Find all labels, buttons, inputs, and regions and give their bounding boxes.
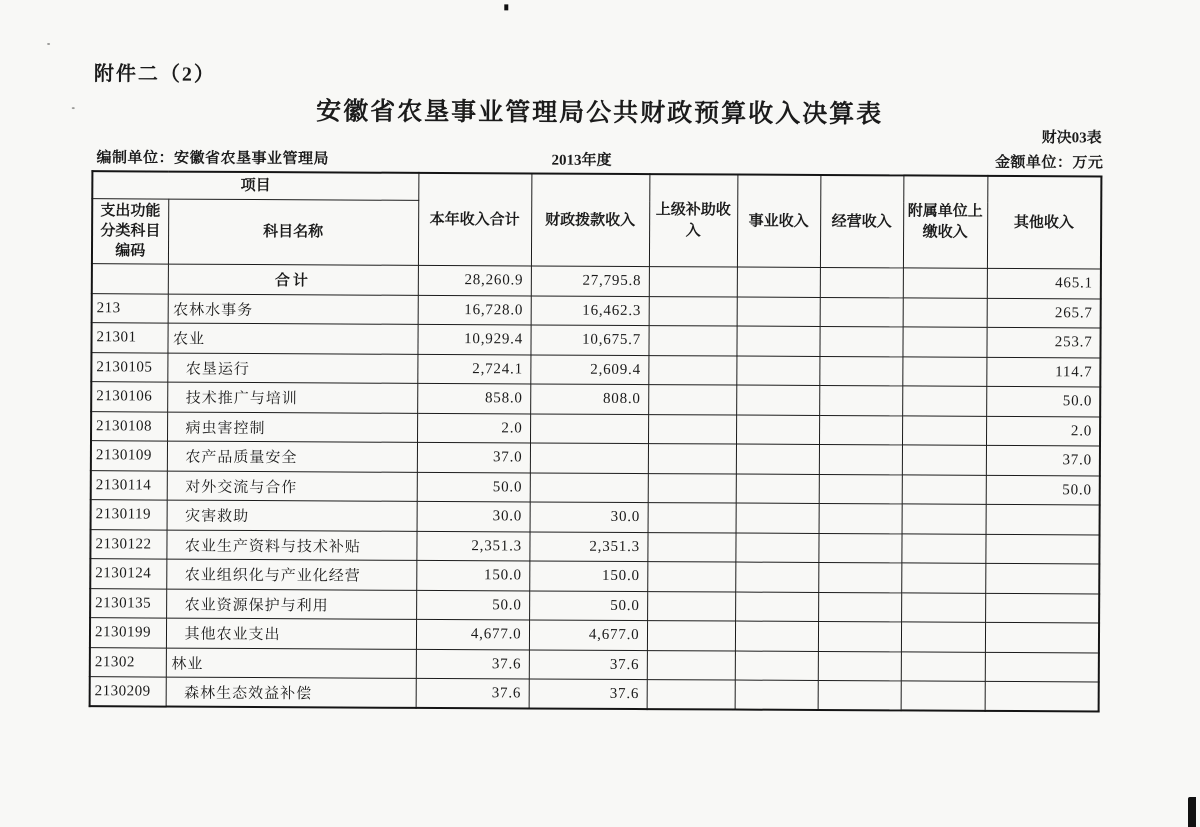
row-value-cell: 2.0 (986, 416, 1100, 446)
row-function-code: 2130105 (91, 352, 167, 382)
row-value-cell (736, 385, 819, 415)
row-value-cell (735, 592, 818, 622)
row-value-cell (820, 297, 903, 327)
row-value-cell (737, 297, 820, 327)
row-value-cell (647, 591, 735, 621)
row-value-cell: 4,677.0 (416, 620, 529, 650)
row-subject-name: 病虫害控制 (167, 412, 417, 443)
row-value-cell (530, 443, 648, 473)
row-value-cell (901, 593, 985, 623)
row-value-cell: 2,351.3 (529, 532, 647, 562)
row-value-cell (903, 268, 987, 298)
row-value-cell (648, 326, 736, 356)
row-value-cell (820, 268, 903, 298)
row-value-cell (819, 415, 902, 445)
row-subject-name: 农业组织化与产业化经营 (166, 559, 416, 590)
row-value-cell (901, 563, 985, 593)
scan-mark-bottom-right (1188, 797, 1196, 827)
row-value-cell (901, 534, 985, 564)
row-value-cell (647, 532, 735, 562)
row-value-cell (736, 356, 819, 386)
row-function-code: 21302 (90, 647, 166, 677)
header-total-income: 本年收入合计 (418, 173, 531, 266)
row-function-code: 2130124 (90, 559, 166, 589)
row-value-cell (736, 503, 819, 533)
row-value-cell (735, 533, 818, 563)
row-value-cell (818, 563, 901, 593)
row-value-cell (818, 592, 901, 622)
row-value-cell (649, 296, 737, 326)
row-value-cell: 465.1 (987, 269, 1101, 299)
row-value-cell: 37.6 (416, 679, 529, 709)
row-value-cell: 265.7 (987, 298, 1101, 328)
row-value-cell: 37.6 (416, 649, 529, 679)
row-value-cell (819, 327, 902, 357)
row-value-cell: 10,929.4 (417, 325, 530, 355)
row-subject-name: 其他农业支出 (166, 618, 416, 649)
row-value-cell (985, 623, 1099, 653)
row-value-cell (648, 414, 736, 444)
page-title: 安徽省农垦事业管理局公共财政预算收入决算表 (316, 97, 884, 129)
row-value-cell: 30.0 (530, 502, 648, 532)
row-value-cell: 28,260.9 (418, 266, 531, 296)
row-value-cell: 37.0 (417, 443, 530, 473)
row-value-cell (902, 475, 986, 505)
row-value-cell (647, 621, 735, 651)
row-value-cell (648, 473, 736, 503)
prepared-by-label: 编制单位： (96, 150, 175, 167)
row-function-code (92, 264, 168, 294)
row-value-cell (903, 298, 987, 328)
row-subject-name: 农业 (167, 323, 417, 354)
scan-speck-left (47, 43, 50, 45)
row-value-cell (902, 357, 986, 387)
row-value-cell (818, 622, 901, 652)
row-value-cell: 50.0 (986, 387, 1100, 417)
row-value-cell (985, 682, 1099, 712)
row-function-code: 21301 (91, 323, 167, 353)
row-subject-name: 农业资源保护与利用 (166, 589, 416, 620)
row-value-cell (985, 652, 1099, 682)
row-value-cell (736, 326, 819, 356)
row-value-cell (818, 651, 901, 681)
row-value-cell: 10,675.7 (530, 325, 648, 355)
row-function-code: 2130109 (91, 441, 167, 471)
attachment-label: 附件二（2） (93, 63, 216, 86)
table-body (90, 264, 1101, 712)
row-function-code: 2130106 (91, 382, 167, 412)
row-value-cell: 16,462.3 (531, 296, 649, 326)
row-subject-name: 对外交流与合作 (167, 471, 417, 502)
row-value-cell (648, 444, 736, 474)
row-value-cell (530, 414, 648, 444)
row-value-cell (530, 473, 648, 503)
row-value-cell: 50.0 (529, 591, 647, 621)
row-function-code: 2130199 (90, 618, 166, 648)
row-value-cell (736, 444, 819, 474)
row-value-cell (902, 504, 986, 534)
row-value-cell: 858.0 (417, 384, 530, 414)
row-value-cell: 27,795.8 (531, 266, 649, 296)
row-value-cell (735, 680, 818, 710)
row-subject-name: 农垦运行 (167, 353, 417, 384)
row-value-cell: 16,728.0 (418, 295, 531, 325)
row-value-cell (737, 267, 820, 297)
form-code-label: 财决03表 (1041, 130, 1102, 147)
header-project-group: 项目 (92, 171, 418, 200)
row-subject-name: 森林生态效益补偿 (166, 677, 416, 708)
row-value-cell (902, 386, 986, 416)
row-value-cell (819, 386, 902, 416)
row-value-cell (819, 445, 902, 475)
row-function-code: 2130119 (91, 500, 167, 530)
row-value-cell (902, 416, 986, 446)
row-value-cell (735, 562, 818, 592)
row-value-cell (735, 651, 818, 681)
header-fiscal-appropriation: 财政拨款收入 (531, 173, 649, 266)
row-function-code: 213 (92, 293, 168, 323)
row-value-cell: 50.0 (417, 472, 530, 502)
row-subject-name: 技术推广与培训 (167, 382, 417, 413)
row-value-cell (985, 593, 1099, 623)
scan-speck-left-2 (72, 107, 75, 109)
row-value-cell: 150.0 (529, 561, 647, 591)
row-subject-name: 农产品质量安全 (167, 441, 417, 472)
row-value-cell (647, 650, 735, 680)
row-function-code: 2130135 (90, 588, 166, 618)
row-value-cell: 253.7 (986, 328, 1100, 358)
row-value-cell: 50.0 (986, 475, 1100, 505)
row-value-cell (647, 680, 735, 710)
header-function-code: 支出功能分类科目编码 (92, 198, 168, 264)
row-subject-name: 合计 (168, 264, 418, 295)
row-subject-name: 林业 (166, 648, 416, 679)
row-value-cell (735, 621, 818, 651)
row-value-cell: 2,609.4 (530, 355, 648, 385)
row-value-cell: 150.0 (416, 561, 529, 591)
row-value-cell (647, 562, 735, 592)
row-value-cell (818, 533, 901, 563)
row-value-cell (736, 415, 819, 445)
row-value-cell (901, 652, 985, 682)
row-value-cell (649, 267, 737, 297)
scan-speck-top (504, 4, 508, 10)
header-subject-name: 科目名称 (168, 199, 418, 266)
header-other-income: 其他收入 (987, 176, 1101, 269)
row-function-code: 2130209 (90, 677, 166, 707)
header-institutional-income: 事业收入 (737, 175, 820, 268)
amount-unit-label: 金额单位：万元 (994, 154, 1104, 172)
row-function-code: 2130108 (91, 411, 167, 441)
row-value-cell (648, 503, 736, 533)
row-value-cell: 4,677.0 (529, 620, 647, 650)
row-value-cell (648, 355, 736, 385)
header-operating-income: 经营收入 (820, 175, 903, 268)
prepared-by (96, 146, 329, 168)
row-value-cell (648, 385, 736, 415)
row-function-code: 2130114 (91, 470, 167, 500)
table-info-line (0, 146, 1200, 172)
header-affiliated-remittance: 附属单位上缴收入 (903, 175, 987, 268)
prepared-by-value: 安徽省农垦事业管理局 (173, 150, 330, 168)
row-value-cell: 37.0 (986, 446, 1100, 476)
row-value-cell: 808.0 (530, 384, 648, 414)
row-value-cell (985, 564, 1099, 594)
row-value-cell: 37.6 (529, 679, 647, 709)
row-value-cell: 114.7 (986, 357, 1100, 387)
row-subject-name: 灾害救助 (167, 500, 417, 531)
row-value-cell: 2,351.3 (416, 531, 529, 561)
row-value-cell (986, 505, 1100, 535)
row-value-cell (901, 681, 985, 711)
table-row (90, 677, 1099, 712)
fiscal-period: 2013年度 (551, 152, 612, 169)
row-value-cell (818, 681, 901, 711)
row-value-cell (902, 445, 986, 475)
row-value-cell (901, 622, 985, 652)
row-value-cell (819, 356, 902, 386)
row-subject-name: 农业生产资料与技术补贴 (166, 530, 416, 561)
row-subject-name: 农林水事务 (168, 294, 418, 325)
row-value-cell (985, 534, 1099, 564)
row-function-code: 2130122 (90, 529, 166, 559)
budget-revenue-table (89, 170, 1103, 713)
row-value-cell: 2.0 (417, 413, 530, 443)
row-value-cell (819, 504, 902, 534)
row-value-cell: 50.0 (416, 590, 529, 620)
row-value-cell (902, 327, 986, 357)
header-superior-subsidy: 上级补助收入 (649, 174, 737, 267)
row-value-cell (736, 474, 819, 504)
row-value-cell: 37.6 (529, 650, 647, 680)
row-value-cell: 2,724.1 (417, 354, 530, 384)
row-value-cell (819, 474, 902, 504)
row-value-cell: 30.0 (417, 502, 530, 532)
